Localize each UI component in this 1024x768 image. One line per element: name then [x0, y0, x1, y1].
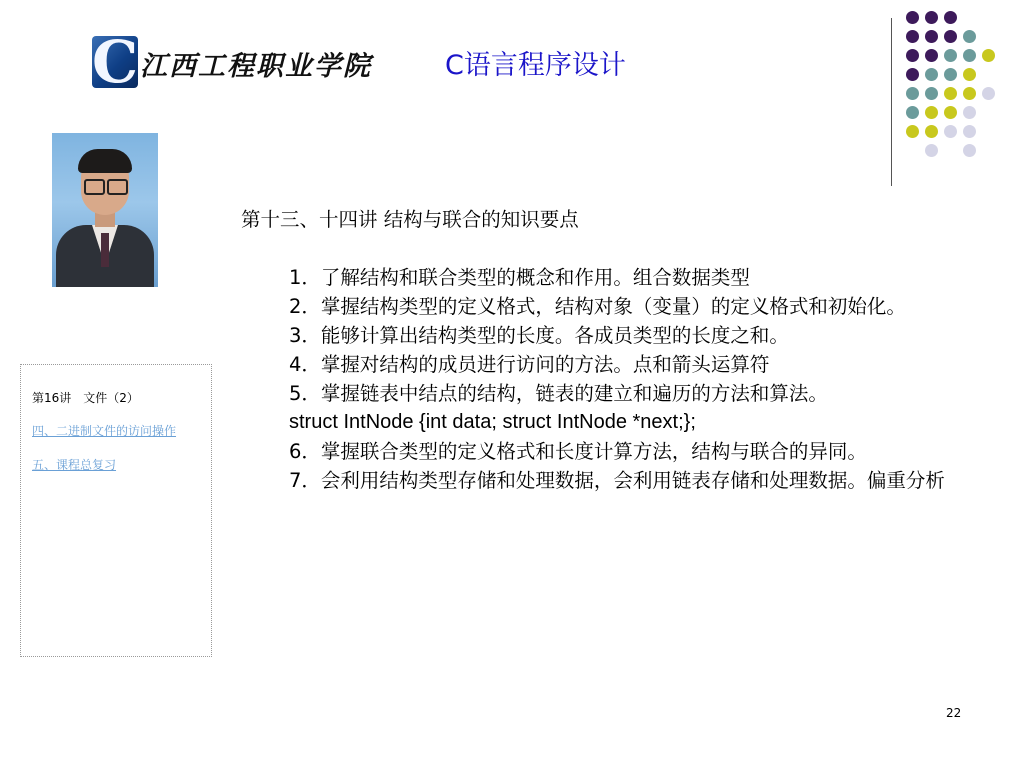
- decorative-dot: [906, 106, 919, 119]
- outline-link-binary-file-access[interactable]: 四、二进制文件的访问操作: [32, 424, 177, 438]
- decorative-dot: [963, 144, 976, 157]
- decorative-dot: [906, 125, 919, 138]
- list-item: 5．掌握链表中结点的结构，链表的建立和遍历的方法和算法。: [289, 382, 828, 405]
- instructor-photo: [52, 133, 158, 287]
- code-example: struct IntNode {int data; struct IntNode *next;};: [289, 411, 696, 433]
- page-number: 22: [946, 706, 962, 720]
- decorative-dot: [925, 87, 938, 100]
- college-logo: [92, 36, 138, 88]
- decorative-dot: [963, 49, 976, 62]
- outline-link-course-review[interactable]: 五、课程总复习: [32, 458, 117, 472]
- decorative-dot: [963, 106, 976, 119]
- lecture-title: 第16讲 文件（2）: [32, 391, 139, 405]
- decorative-dot: [944, 68, 957, 81]
- decorative-dot: [925, 125, 938, 138]
- decorative-dot: [925, 30, 938, 43]
- decorative-dot: [963, 87, 976, 100]
- decorative-dot: [963, 68, 976, 81]
- slide-content: [241, 205, 981, 495]
- decorative-dot: [944, 49, 957, 62]
- header-divider: [891, 18, 892, 186]
- slide-heading: 第十三、十四讲 结构与联合的知识要点: [241, 208, 579, 231]
- decorative-dot: [925, 106, 938, 119]
- list-item: 1．了解结构和联合类型的概念和作用。组合数据类型: [289, 266, 750, 289]
- decorative-dot: [963, 30, 976, 43]
- decorative-dot: [906, 49, 919, 62]
- lecture-outline-panel: [20, 364, 212, 657]
- list-item: 7．会利用结构类型存储和处理数据，会利用链表存储和处理数据。偏重分析: [289, 469, 945, 492]
- decorative-dot: [906, 68, 919, 81]
- decorative-dot: [906, 30, 919, 43]
- decorative-dot: [944, 125, 957, 138]
- decorative-dot: [944, 87, 957, 100]
- decorative-dot: [925, 144, 938, 157]
- decorative-dot: [925, 11, 938, 24]
- school-name: 江西工程职业学院: [140, 51, 372, 82]
- list-item: 4．掌握对结构的成员进行访问的方法。点和箭头运算符: [289, 353, 770, 376]
- list-item: 3．能够计算出结构类型的长度。各成员类型的长度之和。: [289, 324, 789, 347]
- list-item: 2．掌握结构类型的定义格式，结构对象（变量）的定义格式和初始化。: [289, 295, 906, 318]
- decorative-dot: [963, 125, 976, 138]
- course-title: C语言程序设计: [445, 50, 626, 81]
- decorative-dot: [944, 106, 957, 119]
- decorative-dot: [925, 49, 938, 62]
- decorative-dot: [906, 11, 919, 24]
- decorative-dot: [982, 87, 995, 100]
- decorative-dot: [906, 87, 919, 100]
- logo-letter: C: [92, 36, 138, 88]
- decorative-dot: [925, 68, 938, 81]
- decorative-dot: [982, 49, 995, 62]
- decorative-dot: [944, 30, 957, 43]
- decorative-dot: [944, 11, 957, 24]
- list-item: 6．掌握联合类型的定义格式和长度计算方法，结构与联合的异同。: [289, 440, 867, 463]
